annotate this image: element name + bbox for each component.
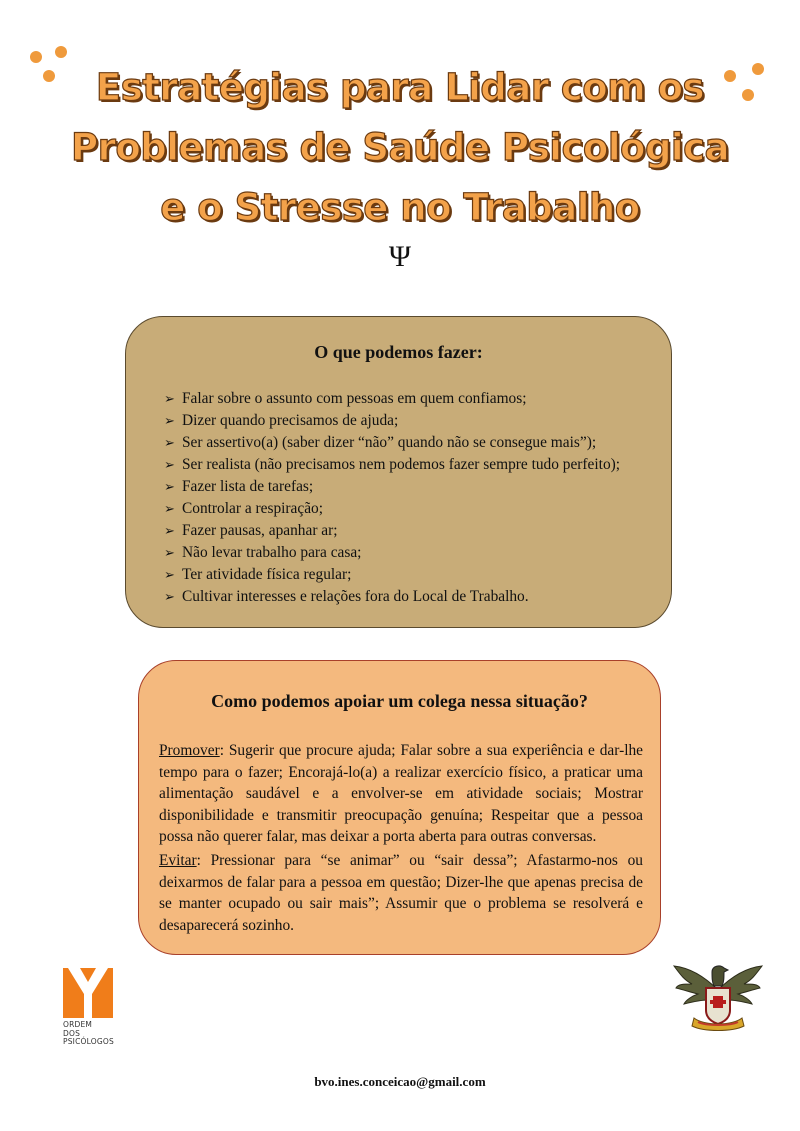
- title-line-3: e o Stresse no Trabalho: [160, 186, 640, 229]
- list-item: ➢ Fazer lista de tarefas;: [164, 476, 620, 498]
- arrow-bullet-icon: ➢: [164, 502, 175, 517]
- arrow-bullet-icon: ➢: [164, 414, 175, 429]
- arrow-bullet-icon: ➢: [164, 546, 175, 561]
- promover-label: Promover: [159, 742, 220, 759]
- arrow-bullet-icon: ➢: [164, 458, 175, 473]
- title-line-2: Problemas de Saúde Psicológica: [70, 126, 730, 169]
- arrow-bullet-icon: ➢: [164, 392, 175, 407]
- list-item: ➢ Falar sobre o assunto com pessoas em quem confiamos;: [164, 388, 620, 410]
- ordem-dos-psicologos-logo-icon: [63, 968, 113, 1020]
- arrow-bullet-icon: ➢: [164, 436, 175, 451]
- promover-paragraph: [159, 740, 643, 848]
- title-line-1: Estratégias para Lidar com os: [95, 66, 705, 109]
- list-item: ➢ Ter atividade física regular;: [164, 564, 620, 586]
- list-item: ➢ Controlar a respiração;: [164, 498, 620, 520]
- box1-heading: O que podemos fazer:: [314, 342, 483, 362]
- arrow-bullet-icon: ➢: [164, 590, 175, 605]
- list-item: ➢ Ser assertivo(a) (saber dizer “não” quando não se consegue mais”);: [164, 432, 620, 454]
- contact-email: bvo.ines.conceicao@gmail.com: [314, 1074, 486, 1089]
- box2-heading: Como podemos apoiar um colega nessa situação?: [211, 691, 588, 711]
- strategies-list: [164, 388, 620, 608]
- eagle-crest-icon: [670, 960, 766, 1036]
- arrow-bullet-icon: ➢: [164, 524, 175, 539]
- evitar-text: : Pressionar para “se animar” ou “sair dessa”; Afastarmo-nos ou deixarmos de falar para a pessoa em questão; Dizer-lhe que apenas precisa de se manter ocupado ou sair mais”; Assumir que o problema se resolverá e desaparecerá sozinho.: [159, 852, 643, 934]
- list-item: ➢ Dizer quando precisamos de ajuda;: [164, 410, 620, 432]
- support-colleague-box: [138, 660, 661, 955]
- promover-text: : Sugerir que procure ajuda; Falar sobre a sua experiência e dar-lhe tempo para o fazer; Encorajá-lo(a) a realizar exercício físico, a praticar uma alimentação saudável e a envolver-se em atividade sociais; Mostrar disponibilidade e transmitir preocupação genuína; Respeitar que a pessoa possa não querer falar, mas deixar a porta aberta para outras conversas.: [159, 742, 643, 845]
- list-item: ➢ Não levar trabalho para casa;: [164, 542, 620, 564]
- list-item: ➢ Ser realista (não precisamos nem podemos fazer sempre tudo perfeito);: [164, 454, 620, 476]
- page-title: [40, 58, 760, 238]
- psi-symbol: Ψ: [388, 240, 412, 273]
- list-item: ➢ Fazer pausas, apanhar ar;: [164, 520, 620, 542]
- list-item: ➢ Cultivar interesses e relações fora do Local de Trabalho.: [164, 586, 620, 608]
- evitar-paragraph: [159, 850, 643, 936]
- evitar-label: Evitar: [159, 852, 197, 869]
- logo-wordmark: ORDEM DOS PSICÓLOGOS: [63, 1020, 114, 1046]
- what-we-can-do-box: [125, 316, 672, 628]
- arrow-bullet-icon: ➢: [164, 568, 175, 583]
- arrow-bullet-icon: ➢: [164, 480, 175, 495]
